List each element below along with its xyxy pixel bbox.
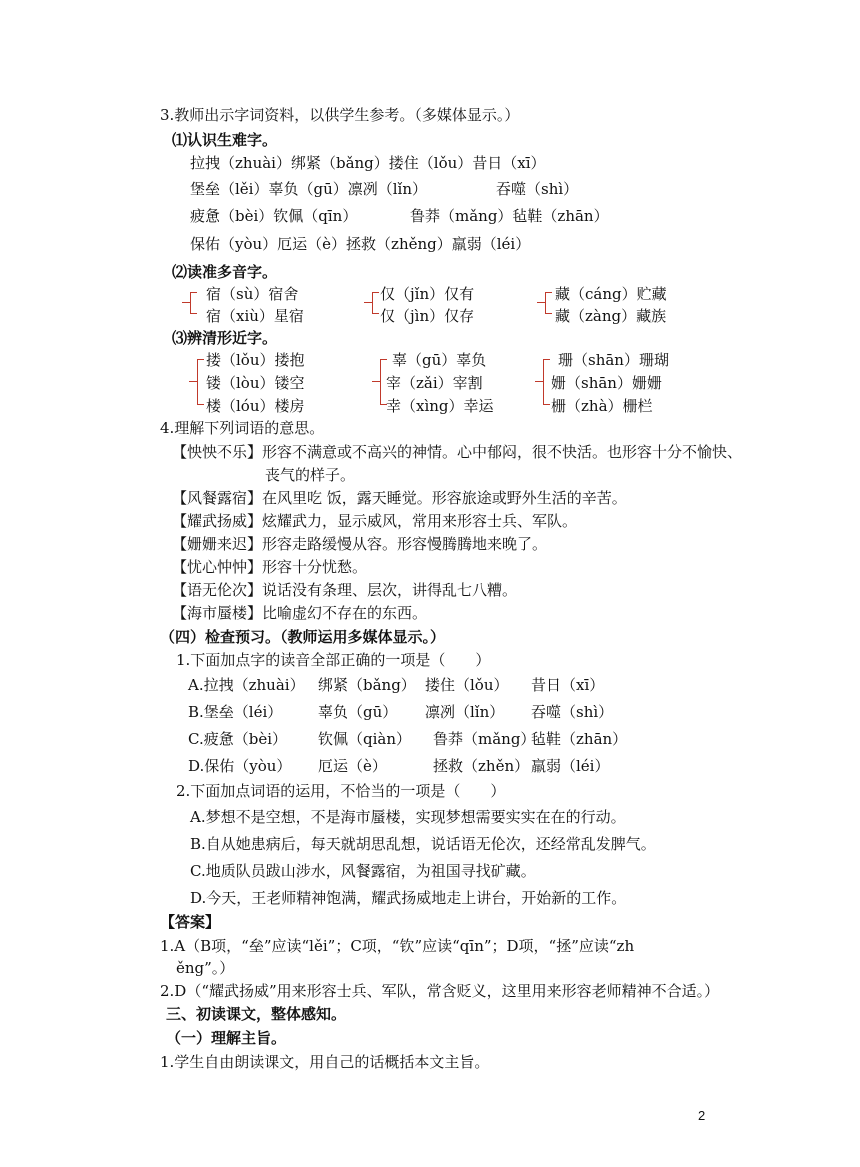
- option-c: 鲁莽（mǎng）: [433, 730, 536, 748]
- option-d: D.保佑（yòu）: [188, 757, 292, 775]
- answer-1: ěng”。）: [176, 959, 235, 977]
- page-number: 2: [698, 1108, 706, 1123]
- definition-item: 【风餐露宿】在风里吃 饭，露天睡觉。形容旅途或野外生活的辛苦。: [172, 489, 627, 507]
- vocab-line: 疲惫（bèi）钦佩（qīn）: [190, 207, 358, 225]
- option-a: 昔日（xī）: [531, 676, 605, 694]
- option-a: 绑紧（bǎng）: [318, 676, 416, 694]
- bracket-icon: [189, 381, 197, 382]
- option-b: B.堡垒（léi）: [188, 703, 283, 721]
- definition-item: 【姗姗来迟】形容走路缓慢从容。形容慢腾腾地来晚了。: [172, 535, 548, 553]
- bracket-icon: [190, 292, 197, 314]
- option-c: C.地质队员跋山涉水，风餐露宿，为祖国寻找矿藏。: [190, 862, 536, 880]
- option-d: D.今天，王老师精神饱满，耀武扬威地走上讲台，开始新的工作。: [190, 889, 627, 907]
- option-c: 钦佩（qiàn）: [318, 730, 412, 748]
- section-heading: ⑴认识生难字。: [172, 131, 278, 149]
- section-heading: （一）理解主旨。: [166, 1029, 287, 1047]
- bracket-icon: [545, 292, 552, 314]
- option-c: C.疲惫（bèi）: [188, 730, 287, 748]
- answer-heading: 【答案】: [160, 913, 221, 931]
- section-heading: ⑵读准多音字。: [172, 263, 278, 281]
- bracket-icon: [372, 292, 379, 314]
- definition-item: 【语无伦次】说话没有条理、层次，讲得乱七八糟。: [172, 581, 518, 599]
- answer-1: 1.A（B项，“垒”应读“lěi”；C项，“钦”应读“qīn”；D项，“拯”应读“zh: [160, 937, 635, 955]
- bracket-icon: [537, 302, 545, 303]
- similar-char-item: 辜（gū）辜负: [392, 351, 487, 369]
- polyphone-item: 藏（zàng）藏族: [555, 307, 667, 325]
- similar-char-item: 幸（xìng）幸运: [386, 397, 494, 415]
- bracket-icon: [182, 302, 190, 303]
- bracket-icon: [372, 381, 380, 382]
- similar-char-item: 姗（shān）姗姗: [551, 374, 662, 392]
- bracket-icon: [364, 302, 372, 303]
- option-a: 搂住（lǒu）: [425, 676, 509, 694]
- similar-char-item: 栅（zhà）栅栏: [551, 397, 653, 415]
- question-1: 1.下面加点字的读音全部正确的一项是（ ）: [176, 651, 491, 669]
- vocab-line: 吞噬（shì）: [496, 180, 579, 198]
- polyphone-item: 宿（xiù）星宿: [206, 307, 304, 325]
- vocab-line: 拉拽（zhuài）绑紧（bǎng）搂住（lǒu）昔日（xī）: [190, 154, 546, 172]
- bracket-icon: [197, 359, 204, 405]
- option-a: A.拉拽（zhuài）: [188, 676, 305, 694]
- instruction-1: 1.学生自由朗读课文，用自己的话概括本文主旨。: [160, 1053, 490, 1071]
- option-d: 拯救（zhěn）: [433, 757, 530, 775]
- polyphone-item: 仅（jǐn）仅有: [380, 285, 475, 303]
- polyphone-item: 藏（cáng）贮藏: [555, 285, 667, 303]
- option-b: 凛冽（lǐn）: [425, 703, 505, 721]
- question-2: 2.下面加点词语的运用，不恰当的一项是（ ）: [176, 782, 506, 800]
- option-a: A.梦想不是空想，不是海市蜃楼，实现梦想需要实实在在的行动。: [190, 808, 626, 826]
- bracket-icon: [543, 359, 550, 405]
- definition-item: 【怏怏不乐】形容不满意或不高兴的神情。心中郁闷，很不快活。也形容十分不愉快、: [172, 443, 743, 461]
- vocab-line: 保佑（yòu）厄运（è）拯救（zhěng）羸弱（léi）: [190, 235, 531, 253]
- definition-item: 【耀武扬威】炫耀武力，显示威风，常用来形容士兵、军队。: [172, 512, 578, 530]
- option-c: 毡鞋（zhān）: [531, 730, 628, 748]
- option-b: 辜负（gū）: [318, 703, 398, 721]
- similar-char-item: 镂（lòu）镂空: [206, 374, 305, 392]
- vocab-line: 堡垒（lěi）辜负（gū）凛冽（lǐn）: [190, 180, 427, 198]
- similar-char-item: 珊（shān）珊瑚: [558, 351, 669, 369]
- similar-char-item: 宰（zǎi）宰割: [386, 374, 483, 392]
- vocab-line: 鲁莽（mǎng）毡鞋（zhān）: [410, 207, 609, 225]
- similar-char-item: 楼（lóu）楼房: [206, 397, 305, 415]
- option-d: 厄运（è）: [318, 757, 387, 775]
- similar-char-item: 搂（lǒu）搂抱: [206, 351, 305, 369]
- definition-item: 【海市蜃楼】比喻虚幻不存在的东西。: [172, 604, 428, 622]
- instruction-3: 3.教师出示字词资料，以供学生参考。（多媒体显示。）: [160, 106, 520, 124]
- instruction-4: 4.理解下列词语的意思。: [160, 419, 325, 437]
- section-heading: 三、初读课文，整体感知。: [166, 1005, 347, 1023]
- polyphone-item: 宿（sù）宿舍: [206, 285, 299, 303]
- section-heading: ⑶辨清形近字。: [172, 329, 278, 347]
- answer-2: 2.D（“耀武扬威”用来形容士兵、军队，常含贬义，这里用来形容老师精神不合适。）: [160, 982, 720, 1000]
- section-heading: （四）检查预习。（教师运用多媒体显示。）: [160, 628, 446, 646]
- option-b: 吞噬（shì）: [531, 703, 614, 721]
- polyphone-item: 仅（jìn）仅存: [380, 307, 475, 325]
- definition-item: 丧气的样子。: [265, 466, 356, 484]
- option-b: B.自从她患病后，每天就胡思乱想，说话语无伦次，还经常乱发脾气。: [190, 835, 656, 853]
- definition-item: 【忧心忡忡】形容十分忧愁。: [172, 558, 368, 576]
- option-d: 羸弱（léi）: [531, 757, 610, 775]
- bracket-icon: [535, 381, 543, 382]
